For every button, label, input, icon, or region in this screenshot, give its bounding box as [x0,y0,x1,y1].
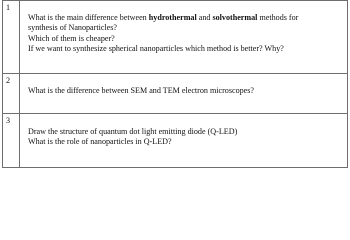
question-row-2 [3,74,348,114]
question-text-3 [20,114,348,168]
question-3-line-2: What is the role of nanoparticles in Q-LED? [28,137,172,147]
term-solvothermal: solvothermal [212,13,258,22]
question-row-3 [3,114,348,168]
question-1-line-4: If we want to synthesize spherical nanoparticles which method is better? Why? [28,43,284,53]
question-row-1 [3,1,348,74]
question-1-line-1 [28,13,343,23]
question-1-line-2: synthesis of Nanoparticles? [28,23,118,33]
question-number-1: 1 [3,1,20,74]
term-hydrothermal: hydrothermal [148,13,197,22]
question-1-line-3: Which of them is cheaper? [28,33,115,43]
questions-table [2,0,348,168]
question-text-1 [20,1,348,74]
question-number-2: 2 [3,74,20,114]
question-1-prefix: What is the main difference between [28,13,149,22]
question-2-line-1: What is the difference between SEM and TEM electron microscopes? [28,86,255,95]
question-1-mid: and [196,13,213,22]
question-number-3: 3 [3,114,20,168]
question-3-line-1: Draw the structure of quantum dot light emitting diode (Q-LED) [28,127,238,136]
question-text-2 [20,74,348,114]
question-1-suffix: methods for [257,13,299,22]
